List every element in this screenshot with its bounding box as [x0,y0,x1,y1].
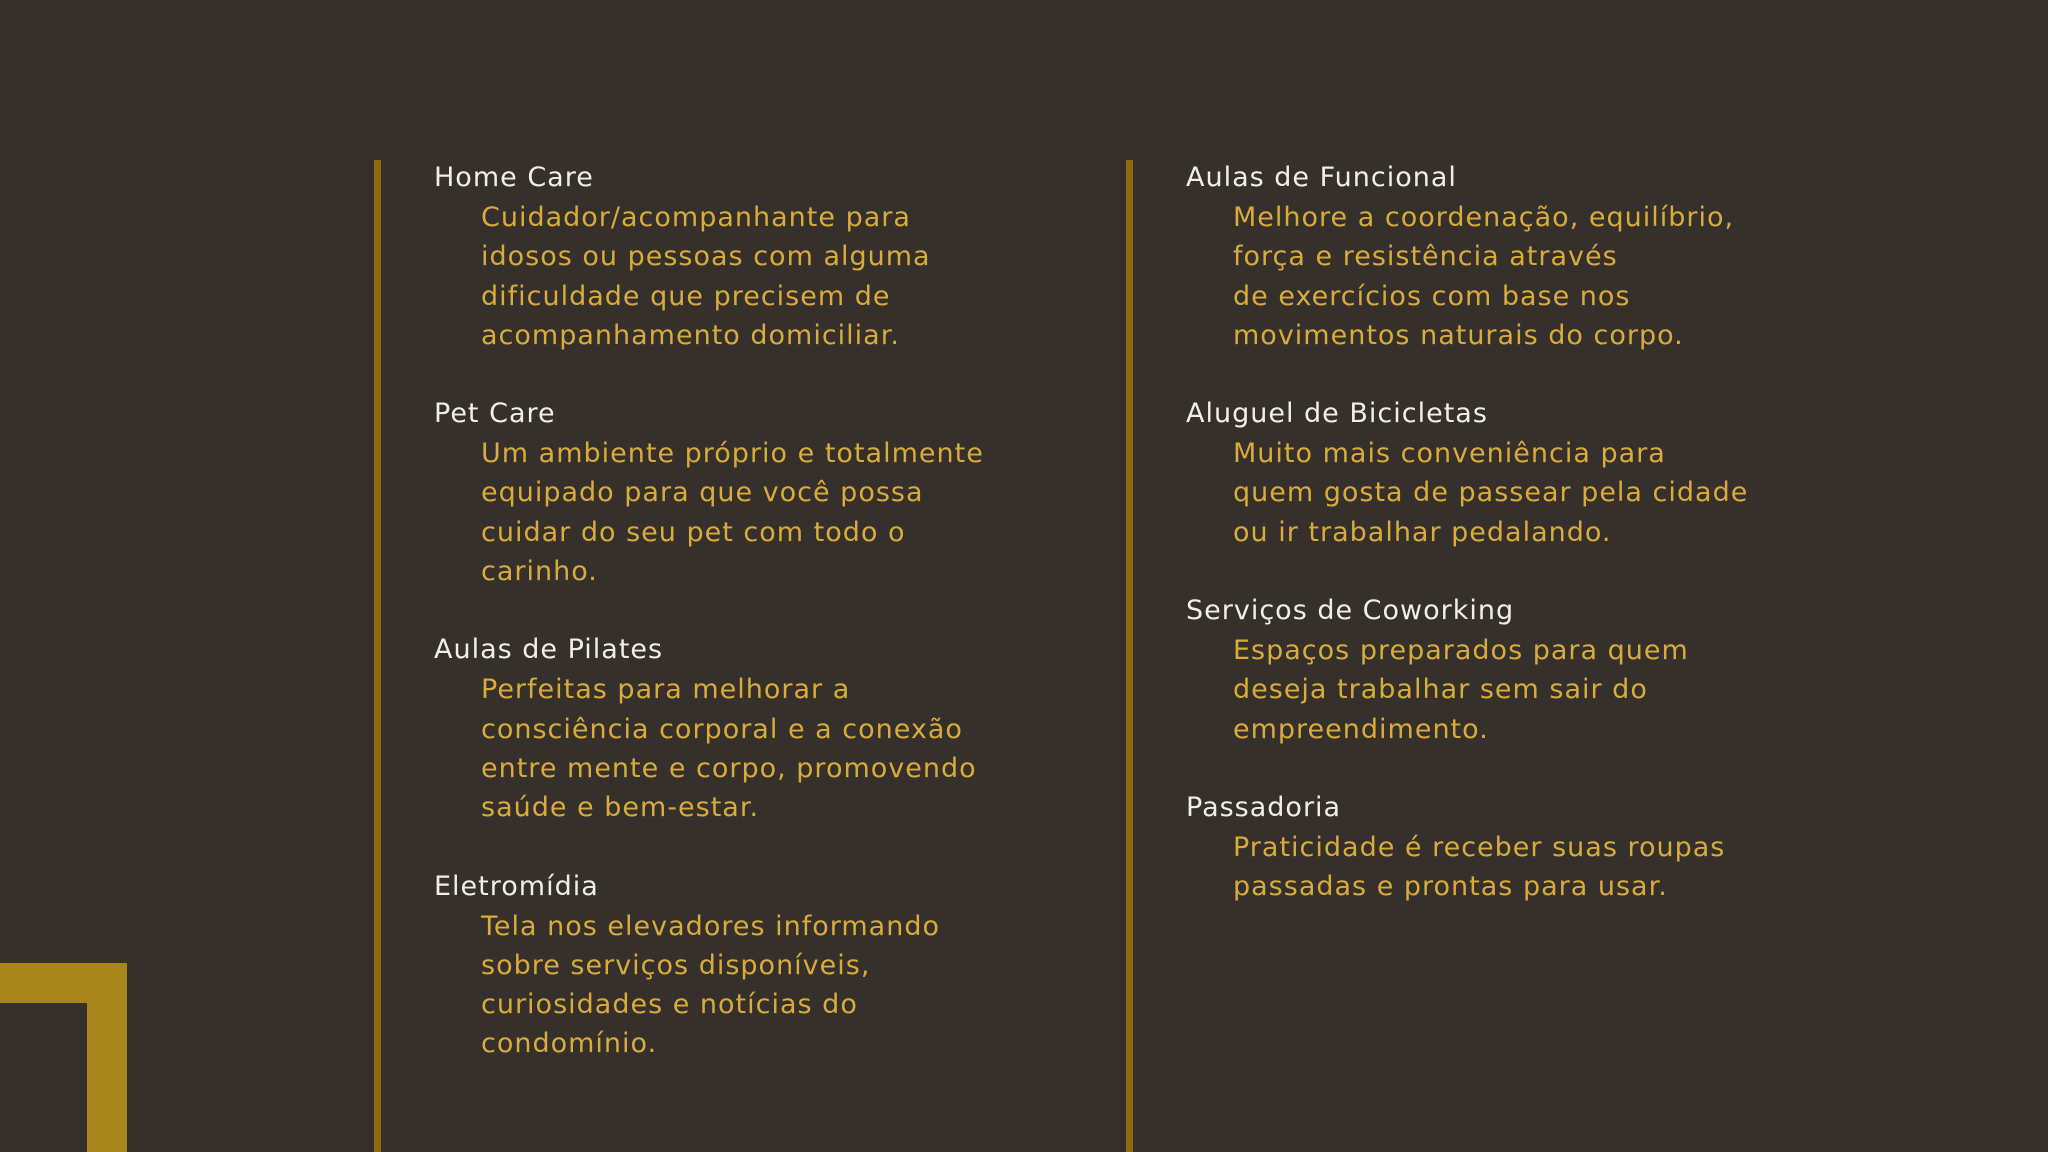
service-item [434,630,984,827]
service-title: Eletromídia [434,870,599,902]
service-item [1186,591,1748,749]
corner-bracket-decoration [0,963,127,1152]
description-line: consciência corporal e a conexão [481,713,963,745]
service-title: Aluguel de Bicicletas [1186,398,1488,430]
service-title: Aulas de Pilates [434,634,664,666]
service-item [434,867,984,1064]
service-description [1233,828,1748,907]
description-line: saúde e bem-estar. [481,792,760,824]
service-item [434,394,984,591]
description-line: força e resistência através [1233,241,1618,273]
description-line: de exercícios com base nos [1233,280,1631,312]
right-accent-line [1126,160,1133,1152]
description-line: equipado para que você possa [481,477,924,509]
service-item [1186,394,1748,552]
description-line: cuidar do seu pet com todo o [481,516,906,548]
description-line: carinho. [481,556,598,588]
description-line: quem gosta de passear pela cidade [1233,477,1749,509]
description-line: idosos ou pessoas com alguma [481,241,931,273]
description-line: deseja trabalhar sem sair do [1233,674,1648,706]
description-line: acompanhamento domiciliar. [481,319,900,351]
service-description [481,670,984,827]
description-line: passadas e prontas para usar. [1233,871,1668,903]
description-line: sobre serviços disponíveis, [481,949,871,981]
service-description [481,434,984,591]
right-services-column [1186,158,1748,946]
description-line: Um ambiente próprio e totalmente [481,438,984,470]
service-item [434,158,984,355]
description-line: empreendimento. [1233,713,1489,745]
description-line: condomínio. [481,1028,658,1060]
description-line: Melhore a coordenação, equilíbrio, [1233,202,1735,233]
description-line: Perfeitas para melhorar a [481,674,851,706]
service-title: Aulas de Funcional [1186,162,1457,193]
description-line: movimentos naturais do corpo. [1233,319,1684,351]
service-title: Serviços de Coworking [1186,595,1515,627]
description-line: ou ir trabalhar pedalando. [1233,516,1612,548]
description-line: Praticidade é receber suas roupas [1233,831,1726,863]
description-line: Tela nos elevadores informando [481,910,940,942]
left-accent-line [374,160,381,1152]
service-description [1233,434,1748,552]
service-item [1186,788,1748,907]
description-line: Muito mais conveniência para [1233,438,1666,470]
description-line: entre mente e corpo, promovendo [481,752,977,784]
description-line: Espaços preparados para quem [1233,635,1689,667]
left-services-column [434,158,984,1103]
service-title: Pet Care [434,398,556,430]
service-title: Passadoria [1186,791,1342,823]
service-title: Home Care [434,162,594,193]
service-description [481,907,984,1064]
description-line: dificuldade que precisem de [481,280,891,312]
service-description [1233,198,1748,355]
description-line: Cuidador/acompanhante para [481,202,911,233]
service-description [481,198,984,355]
service-description [1233,631,1748,749]
description-line: curiosidades e notícias do [481,989,858,1021]
service-item [1186,158,1748,355]
